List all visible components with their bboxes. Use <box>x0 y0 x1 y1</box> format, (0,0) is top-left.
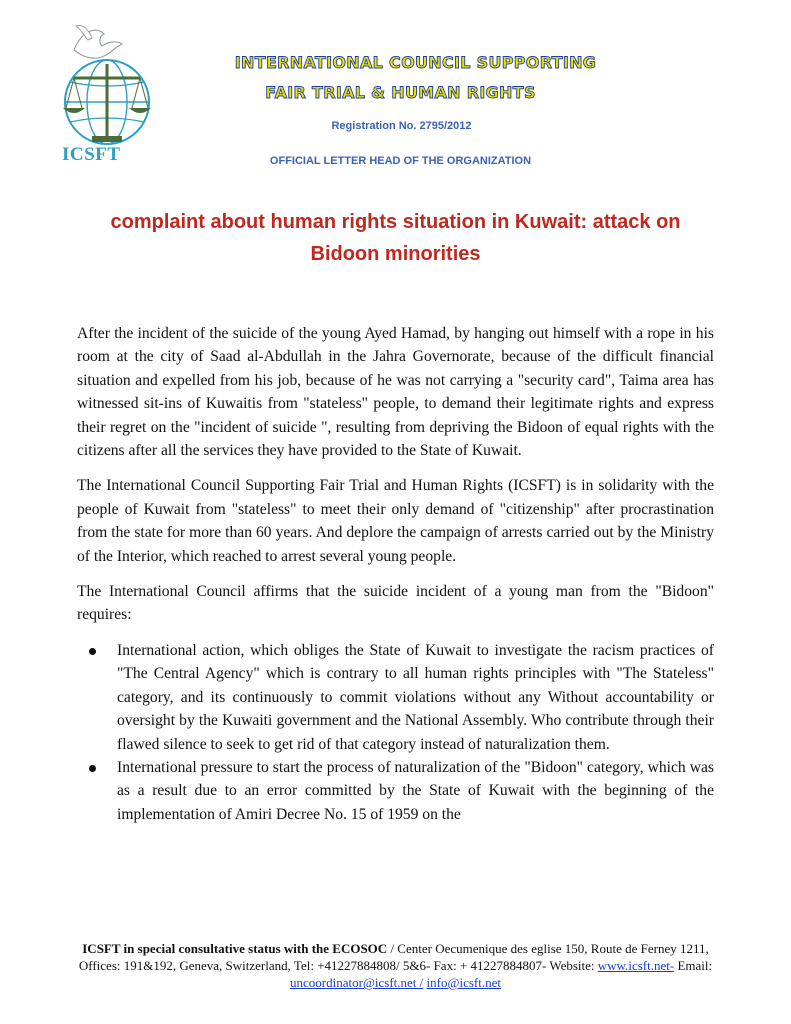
bullet-icon <box>89 648 96 655</box>
website-link[interactable]: www.icsft.net- <box>597 958 675 973</box>
official-letterhead-label: OFFICIAL LETTER HEAD OF THE ORGANIZATION <box>269 155 532 167</box>
letterhead <box>0 0 791 190</box>
requirements-list <box>77 639 714 826</box>
footer-email-label: Email: <box>674 958 713 973</box>
email-link-uncoordinator[interactable]: uncoordinator@icsft.net / <box>290 975 424 990</box>
list-item <box>77 639 714 756</box>
document-title: complaint about human rights situation in Kuwait: attack on Bidoon minorities <box>110 211 681 265</box>
paragraph-incident: After the incident of the suicide of the young Ayed Hamad, by hanging out himself with a rope in his room at the city of Saad al-Abdullah in the Jahra Governorate, because of the difficult financial situation and expelled from his job, because of he was not carrying a "security card", Taima area has witnessed sit-ins of Kuwaitis from "stateless" people, to demand their legitimate rights and express their regret on the "incident of suicide ", resulting from depriving the Bidoon of equal rights with the citizens after all the services they have provided to the State of Kuwait. <box>77 325 714 460</box>
list-item-text: International pressure to start the process of naturalization of the "Bidoon" category, which was as a result due to an error committed by the State of Kuwait with the beginning of the implementation of Amiri Decree No. 15 of 1959 on the <box>117 758 714 823</box>
bullet-icon <box>89 765 96 772</box>
list-item-text: International action, which obliges the State of Kuwait to investigate the racism practices of "The Central Agency" which is contrary to all human rights principles with "The Stateless" category, and its continuously to commit violations without any Without accountability or oversight by the Kuwaiti government and the National Assembly. Who contribute through their flawed silence to seek to get rid of that category instead of naturalization them. <box>117 641 714 753</box>
email-link-info[interactable]: info@icsft.net <box>426 975 501 990</box>
list-item <box>77 756 714 826</box>
footer <box>60 940 731 991</box>
document-body <box>77 322 714 826</box>
footer-address: / Center Oecumenique des eglise 150, Route de Ferney 1211, Offices: 191&192, Geneva, Switzerland, Tel: +41227884808/ 5&6- Fax: + 41227884807- Website: <box>78 941 709 973</box>
paragraph-affirmation: The International Council affirms that the suicide incident of a young man from the "Bidoon" requires: <box>77 583 714 624</box>
organization-name-line2: FAIR TRIAL & HUMAN RIGHTS <box>265 83 536 102</box>
footer-status: ICSFT in special consultative status with the ECOSOC <box>82 941 388 956</box>
logo-text: ICSFT <box>62 144 121 165</box>
registration-number: Registration No. 2795/2012 <box>331 120 472 132</box>
organization-name-line1: INTERNATIONAL COUNCIL SUPPORTING <box>234 53 597 72</box>
paragraph-solidarity: The International Council Supporting Fair Trial and Human Rights (ICSFT) is in solidarity with the people of Kuwait from "stateless" to meet their only demand of "citizenship" after procrastination from the state for more than 60 years. And deplore the campaign of arrests carried out by the Ministry of the Interior, which reached to arrest several young people. <box>77 477 714 565</box>
